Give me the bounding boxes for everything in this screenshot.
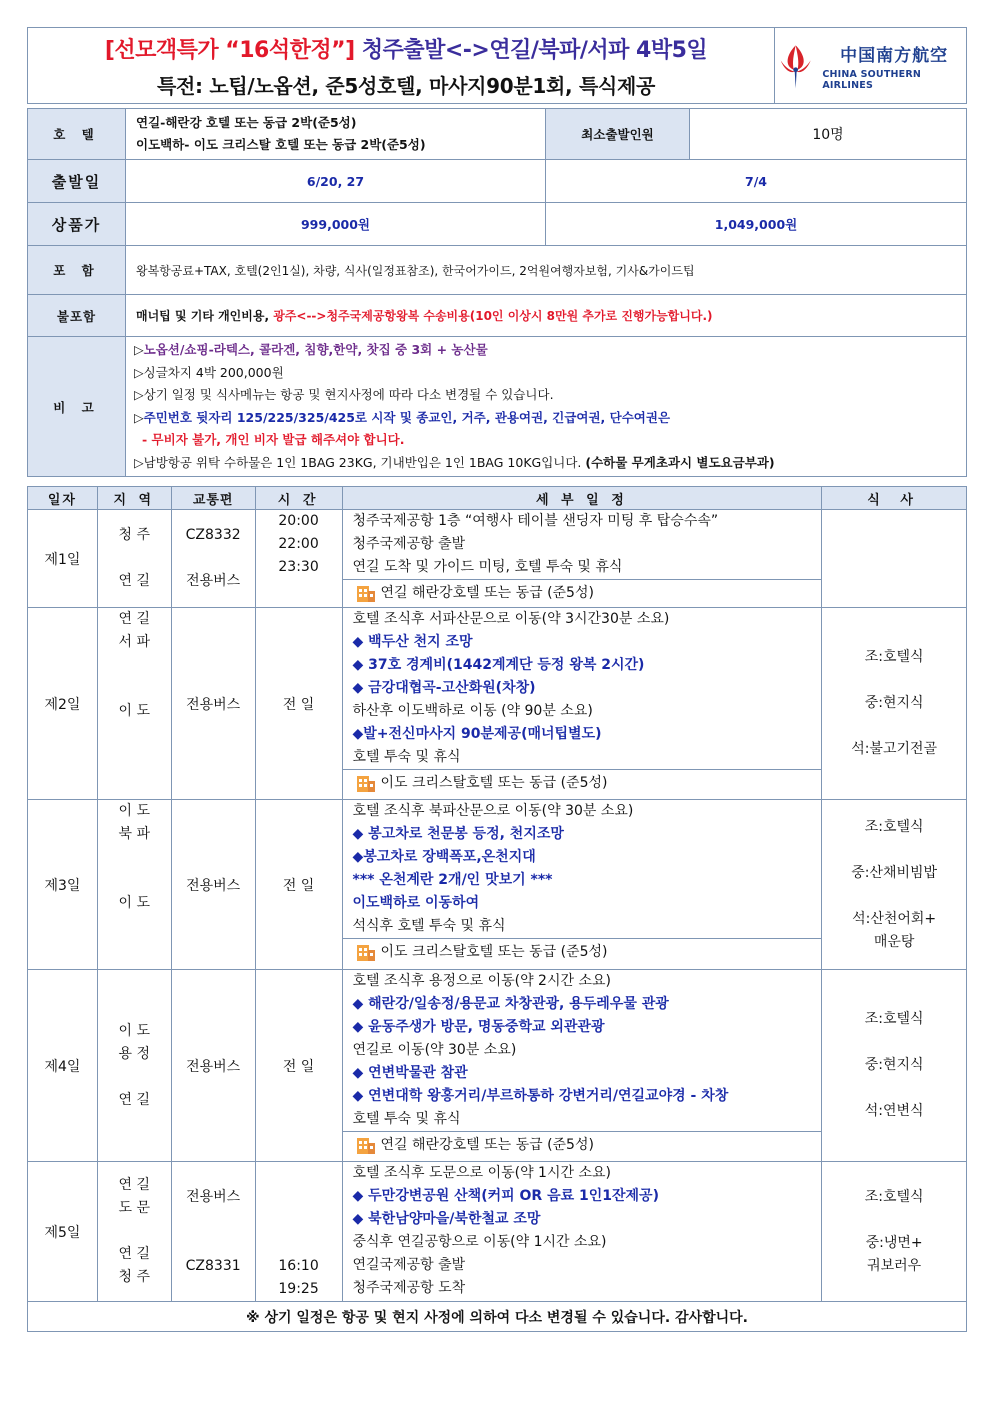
date-label: 출발일: [28, 160, 126, 203]
notes-content: [126, 337, 967, 477]
day-region: 이 도 용 정 연 길: [97, 970, 171, 1162]
notes-label: 비 고: [28, 337, 126, 477]
hotel-building-icon: [355, 583, 377, 603]
day-label: 제1일: [28, 510, 98, 608]
footer-notice: ※ 상기 일정은 항공 및 현지 사정에 의하여 다소 변경될 수 있습니다. 감사합니다.: [28, 1302, 967, 1332]
day-schedule: 호텔 조식후 서파산문으로 이동(약 3시간30분 소요) ◆ 백두산 천지 조망 ◆ 37호 경계비(1442계계단 등정 왕복 2시간) ◆ 금강대협곡-고산화원(차창) 하산후 이도백하로 이동 (약 90분 소요) ◆발+전신마사지 90분제공(매너팁별도) 호텔 투숙 및 휴식 이도 크리스탈호텔 또는 동급 (준5성): [342, 608, 822, 800]
hotel-note: 이도 크리스탈호텔 또는 동급 (준5성): [343, 938, 822, 965]
hotel-building-icon: [355, 1135, 377, 1155]
itinerary-table: [27, 486, 967, 1332]
day-region: 연 길 서 파 이 도: [97, 608, 171, 800]
benefits-subtitle: 특전: 노팁/노옵션, 준5성호텔, 마사지90분1회, 특식제공: [156, 73, 656, 98]
title-block: [28, 28, 774, 103]
col-day: 일자: [28, 487, 98, 510]
day-transport: 전용버스: [171, 800, 255, 970]
airline-name: [822, 41, 966, 91]
col-time: 시 간: [255, 487, 342, 510]
day-transport: 전용버스 CZ8331: [171, 1162, 255, 1302]
day-meals: [822, 510, 967, 608]
price-1: 999,000원: [126, 203, 546, 246]
day-time: 전 일: [255, 608, 342, 800]
hotel-building-icon: [355, 942, 377, 962]
day-region: 연 길 도 문 연 길 청 주: [97, 1162, 171, 1302]
hotel-info: [126, 109, 546, 160]
note-schedule-change: ▷상기 일정 및 식사메뉴는 항공 및 현지사정에 따라 다소 변경될 수 있습니다.: [134, 387, 554, 402]
departure-date-2: 7/4: [546, 160, 967, 203]
date-row: [28, 160, 967, 203]
route-title: 청주출발<->연길/북파/서파 4박5일: [361, 37, 708, 63]
title-banner: [27, 27, 967, 104]
col-meals: 식 사: [822, 487, 967, 510]
day-label: 제2일: [28, 608, 98, 800]
itinerary-day-2: [28, 608, 967, 800]
col-region: 지 역: [97, 487, 171, 510]
day-times: 20:00 22:00 23:30: [255, 510, 342, 608]
itinerary-header-row: [28, 487, 967, 510]
itinerary-day-3: [28, 800, 967, 970]
price-label: 상품가: [28, 203, 126, 246]
exclude-row: [28, 295, 967, 337]
notes-row: [28, 337, 967, 477]
day-meals: 조:호텔식 중:현지식 석:불고기전골: [822, 608, 967, 800]
day-transport: CZ8332 전용버스: [171, 510, 255, 608]
day-schedule: 호텔 조식후 북파산문으로 이동(약 30분 소요) ◆ 봉고차로 천문봉 등정, 천지조망 ◆봉고차로 장백폭포,온천지대 *** 온천계란 2개/인 맛보기 *** 이도백하로 이동하여 석식후 호텔 투숙 및 휴식 이도 크리스탈호텔 또는 동급 (준5성): [342, 800, 822, 970]
min-departure-value: 10명: [690, 109, 967, 160]
note-single-charge: ▷싱글차지 4박 200,000원: [134, 364, 284, 380]
price-row: [28, 203, 967, 246]
exclude-label: 불포함: [28, 295, 126, 337]
day-label: 제4일: [28, 970, 98, 1162]
hotel-line-erdao: 이도백하- 이도 크리스탈 호텔 또는 동급 2박(준5성): [136, 137, 426, 152]
day-region: 청 주 연 길: [97, 510, 171, 608]
product-info-table: [27, 108, 967, 477]
day-label: 제5일: [28, 1162, 98, 1302]
kapok-flower-logo-icon: [775, 40, 816, 92]
note-visa: ▷주민번호 뒷자리 125/225/325/425로 시작 및 종교인, 거주, 관용여권, 긴급여권, 단수여권은: [134, 409, 671, 425]
day-label: 제3일: [28, 800, 98, 970]
hotel-note: 연길 해란강호텔 또는 동급 (준5성): [343, 579, 822, 606]
day-schedule: 호텔 조식후 용정으로 이동(약 2시간 소요) ◆ 해란강/일송정/용문교 차창관광, 용두레우물 관광 ◆ 윤동주생가 방문, 명동중학교 외관관광 연길로 이동(약 30분 소요) ◆ 연변박물관 참관 ◆ 연변대학 왕홍거리/부르하통하 강변거리/연길교야경 - 차창 호텔 투숙 및 휴식 연길 해란강호텔 또는 동급 (준5성): [342, 970, 822, 1162]
main-title: [105, 33, 707, 64]
airline-name-en: CHINA SOUTHERN AIRLINES: [822, 68, 922, 91]
min-departure-label: 최소출발인원: [546, 109, 690, 160]
exclude-personal: 매너팁 및 기타 개인비용,: [136, 309, 274, 323]
include-label: 포 함: [28, 246, 126, 295]
hotel-label: 호 텔: [28, 109, 126, 160]
note-baggage: ▷남방항공 위탁 수하물은 1인 1BAG 23KG, 기내반입은 1인 1BAG 10KG입니다. (수하물 무게초과시 별도요금부과): [134, 454, 775, 470]
day-times: 16:10 19:25: [255, 1162, 342, 1302]
day-schedule: 청주국제공항 1층 “여행사 테이블 샌딩자 미팅 후 탑승수속” 청주국제공항 출발 연길 도착 및 가이드 미팅, 호텔 투숙 및 휴식 연길 해란강호텔 또는 동급 (준5성): [342, 510, 822, 608]
note-shopping: ▷노옵션/쇼핑-라텍스, 콜라겐, 침향,한약, 찻집 중 3회 + 농산물: [134, 342, 488, 357]
hotel-row: [28, 109, 967, 160]
day-time: 전 일: [255, 970, 342, 1162]
exclude-transfer: 광주<-->청주국제공항왕복 수송비용(10인 이상시 8만원 추가로 진행가능합니다.): [273, 309, 713, 323]
hotel-line-yanji: 연길-해란강 호텔 또는 동급 2박(준5성): [136, 115, 357, 130]
day-meals: 조:호텔식 중:산채비빔밥 석:산천어회+ 매운탕: [822, 800, 967, 970]
day-region: 이 도 북 파 이 도: [97, 800, 171, 970]
include-row: [28, 246, 967, 295]
day-meals: 조:호텔식 중:냉면+ 궈보러우: [822, 1162, 967, 1302]
promo-tag: [선모객특가 “16석한정”]: [104, 37, 355, 63]
itinerary-day-1: [28, 510, 967, 608]
itinerary-footer-row: [28, 1302, 967, 1332]
include-text: 왕복항공료+TAX, 호텔(2인1실), 차량, 식사(일정표참조), 한국어가이드, 2억원여행자보험, 기사&가이드팁: [126, 246, 967, 295]
day-transport: 전용버스: [171, 970, 255, 1162]
day-time: 전 일: [255, 800, 342, 970]
price-2: 1,049,000원: [546, 203, 967, 246]
day-schedule: 호텔 조식후 도문으로 이동(약 1시간 소요) ◆ 두만강변공원 산책(커피 OR 음료 1인1잔제공) ◆ 북한남양마을/북한철교 조망 중식후 연길공항으로 이동(약 1시간 소요) 연길국제공항 출발 청주국제공항 도착: [342, 1162, 822, 1302]
exclude-text: [126, 295, 967, 337]
note-visa-warning: - 무비자 불가, 개인 비자 발급 해주셔야 합니다.: [142, 432, 405, 447]
col-transport: 교통편: [171, 487, 255, 510]
departure-date-1: 6/20, 27: [126, 160, 546, 203]
hotel-building-icon: [355, 773, 377, 793]
airline-name-cn: 中国南方航空: [840, 45, 949, 66]
hotel-note: 이도 크리스탈호텔 또는 동급 (준5성): [343, 769, 822, 796]
hotel-note: 연길 해란강호텔 또는 동급 (준5성): [343, 1131, 822, 1158]
day-transport: 전용버스: [171, 608, 255, 800]
itinerary-day-5: [28, 1162, 967, 1302]
col-schedule: 세 부 일 정: [342, 487, 822, 510]
day-meals: 조:호텔식 중:현지식 석:연변식: [822, 970, 967, 1162]
itinerary-day-4: [28, 970, 967, 1162]
airline-logo: [774, 28, 966, 103]
